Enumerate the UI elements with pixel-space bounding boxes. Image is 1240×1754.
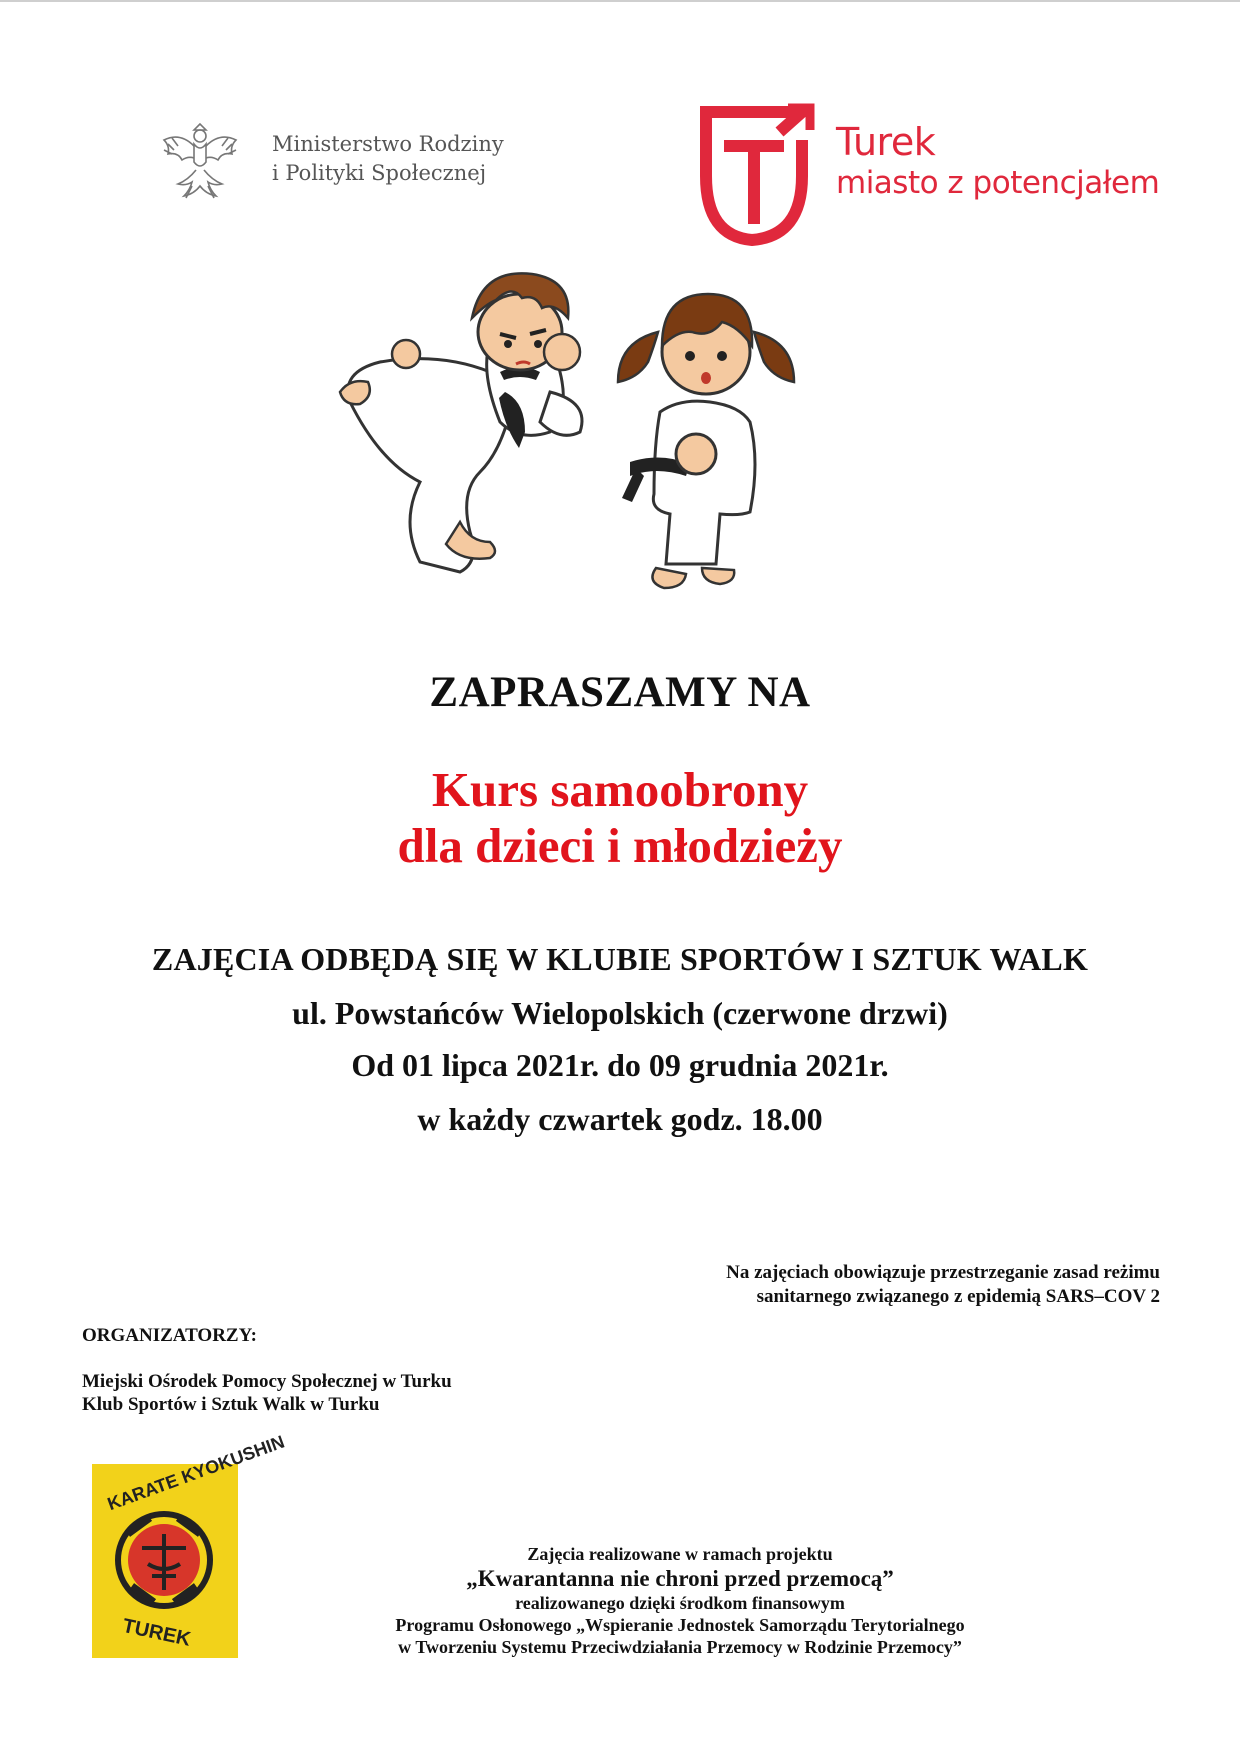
sanitary-notice xyxy=(620,1261,1160,1309)
info-address: ul. Powstańców Wielopolskich (czerwone drzwi) xyxy=(292,995,948,1031)
project-line5: w Tworzeniu Systemu Przeciwdziałania Przemocy w Rodzinie Przemocy” xyxy=(398,1637,962,1657)
turek-t-arrow-icon xyxy=(696,106,814,246)
course-title-line1: Kurs samoobrony xyxy=(431,762,809,817)
sanitary-line2: sanitarnego związanego z epidemią SARS–COV 2 xyxy=(756,1286,1160,1307)
turek-logo xyxy=(696,106,1159,246)
course-title xyxy=(0,762,1240,874)
organizers-list xyxy=(82,1370,452,1416)
karate-logo-bottom-text: TUREK xyxy=(120,1614,193,1651)
info-dates: Od 01 lipca 2021r. do 09 grudnia 2021r. xyxy=(351,1047,889,1083)
project-funding-note xyxy=(320,1543,1040,1658)
info-time: w każdy czwartek godz. 18.00 xyxy=(417,1101,823,1137)
girl-guarding-figure xyxy=(618,294,794,588)
ministry-name-line2: i Polityki Społecznej xyxy=(272,161,487,185)
organizer-item: Miejski Ośrodek Pomocy Społecznej w Turku xyxy=(82,1371,452,1392)
eagle-emblem-icon xyxy=(156,114,244,204)
karate-kids-illustration xyxy=(340,272,830,612)
turek-slogan: miasto z potencjałem xyxy=(836,165,1160,201)
project-line3: realizowanego dzięki środkom finansowym xyxy=(515,1593,845,1613)
ministry-logo xyxy=(156,114,504,204)
project-line1: Zajęcia realizowane w ramach projektu xyxy=(527,1544,833,1564)
ministry-name-line1: Ministerstwo Rodziny xyxy=(272,132,504,156)
karate-logo-top-text: KARATE KYOKUSHIN xyxy=(104,1431,288,1515)
organizers-title: ORGANIZATORZY: xyxy=(82,1325,257,1346)
invite-heading: ZAPRASZAMY NA xyxy=(429,669,811,716)
course-title-line2: dla dzieci i młodzieży xyxy=(397,818,843,873)
project-title: „Kwarantanna nie chroni przed przemocą” xyxy=(466,1566,894,1591)
organizer-item: Klub Sportów i Sztuk Walk w Turku xyxy=(82,1394,380,1415)
project-line4: Programu Osłonowego „Wspieranie Jednostek Samorządu Terytorialnego xyxy=(395,1615,965,1635)
info-venue: ZAJĘCIA ODBĘDĄ SIĘ W KLUBIE SPORTÓW I SZTUK WALK xyxy=(151,941,1089,977)
karate-kyokushin-logo xyxy=(92,1431,288,1658)
page-top-border xyxy=(0,0,1240,2)
sanitary-line1: Na zajęciach obowiązuje przestrzeganie zasad reżimu xyxy=(726,1262,1160,1283)
boy-kicking-figure xyxy=(340,273,582,572)
turek-name: Turek xyxy=(836,120,936,164)
